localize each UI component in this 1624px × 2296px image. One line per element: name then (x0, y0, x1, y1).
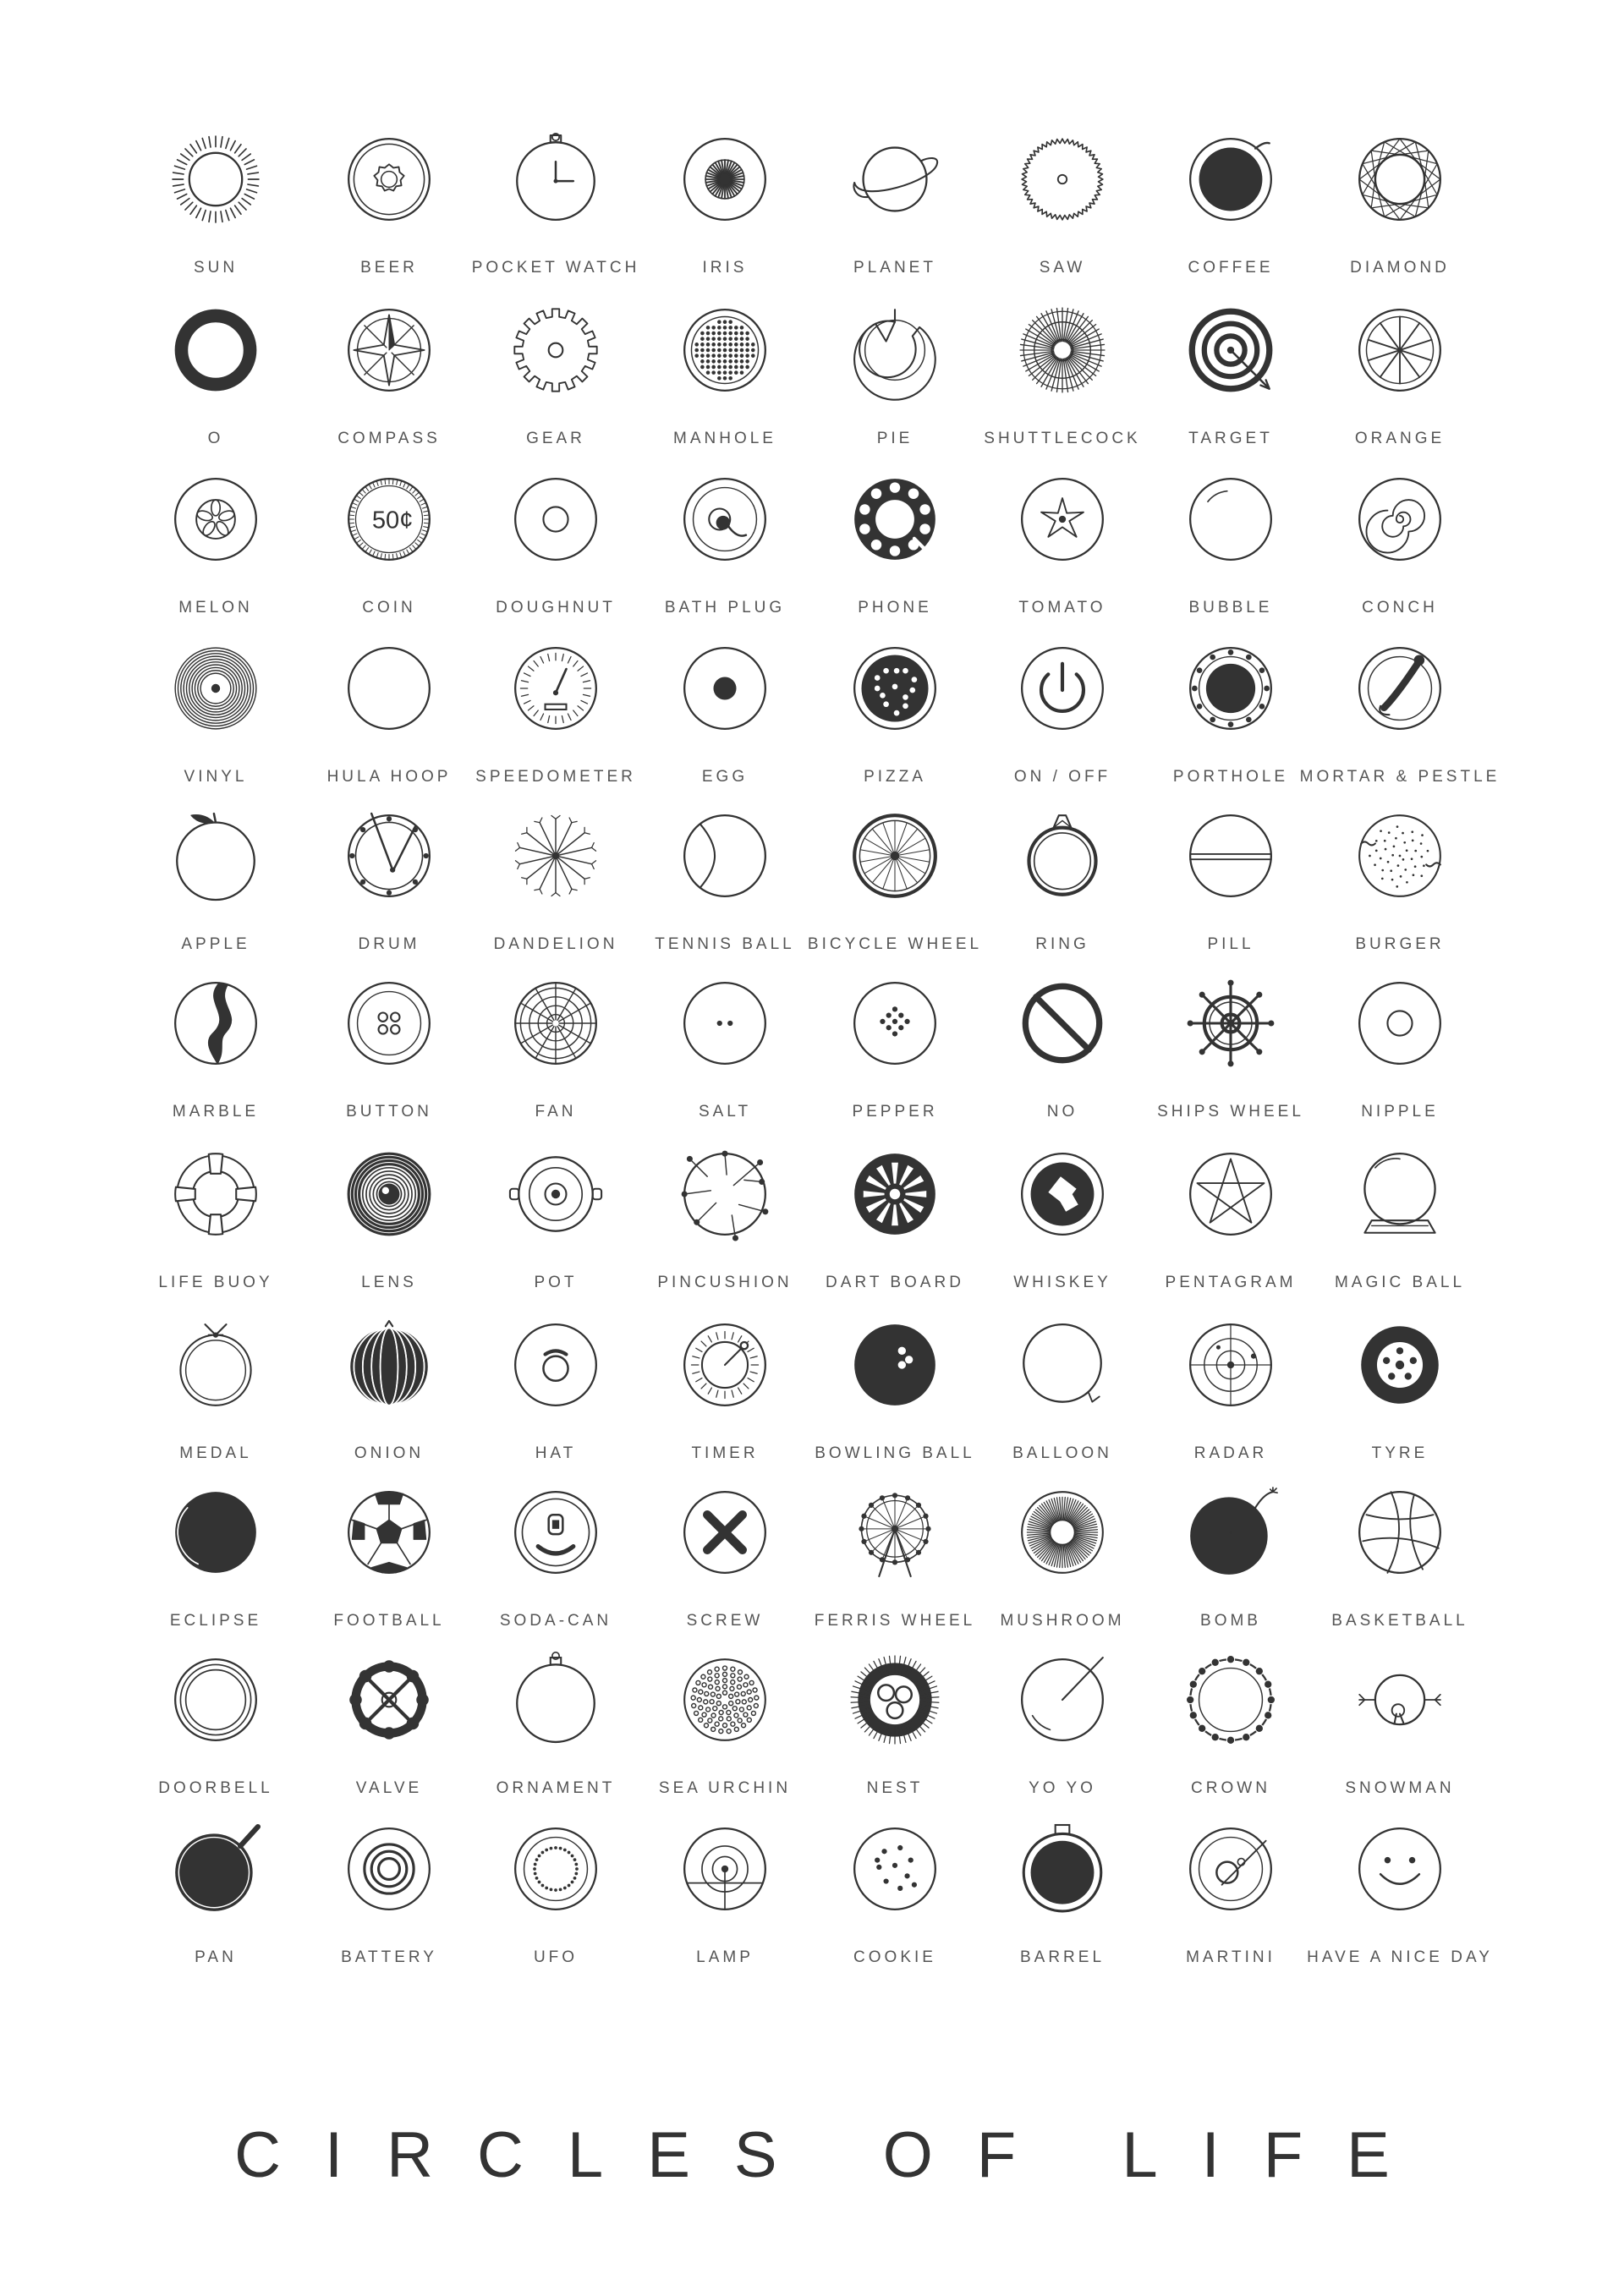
bowling-ball-icon (851, 1321, 939, 1409)
icon-label: HULA HOOP (326, 768, 452, 786)
sun-icon (172, 135, 260, 223)
icon-label: BUBBLE (1188, 599, 1273, 616)
conch-icon (1356, 475, 1444, 563)
icon-cell-melon (131, 475, 300, 648)
icon-cell-mushroom (978, 1488, 1147, 1661)
pincushion-icon (681, 1150, 769, 1238)
icon-label: TYRE (1371, 1444, 1429, 1462)
icon-cell-balloon (978, 1321, 1147, 1493)
hat-icon (512, 1321, 600, 1409)
icon-cell-target (1146, 306, 1315, 479)
salt-icon (681, 979, 769, 1067)
icon-label: DRUM (358, 935, 420, 953)
smiley-icon (1356, 1825, 1444, 1913)
icon-label: SALT (698, 1103, 752, 1121)
icon-label: POCKET WATCH (471, 259, 640, 277)
cookie-icon (851, 1825, 939, 1913)
crown-icon (1187, 1656, 1275, 1744)
icon-cell-lamp (640, 1825, 809, 1997)
mortar-pestle-icon (1356, 644, 1444, 732)
valve-icon (345, 1656, 433, 1744)
icon-label: COIN (362, 599, 416, 616)
o-icon (172, 306, 260, 394)
nipple-icon (1356, 979, 1444, 1067)
tomato-icon (1018, 475, 1106, 563)
icon-cell-apple (131, 812, 300, 984)
icon-cell-manhole (640, 306, 809, 479)
icon-label: TARGET (1188, 430, 1273, 447)
icon-cell-salt (640, 979, 809, 1152)
ufo-icon (512, 1825, 600, 1913)
icon-label: BATTERY (341, 1948, 437, 1966)
pot-icon (512, 1150, 600, 1238)
icon-label: IRIS (702, 259, 748, 277)
icon-label: TOMATO (1018, 599, 1106, 616)
hula-hoop-icon (345, 644, 433, 732)
icon-label: HAVE A NICE DAY (1307, 1948, 1493, 1966)
icon-cell-egg (640, 644, 809, 817)
icon-cell-onion (304, 1321, 474, 1493)
icon-cell-coin (304, 475, 474, 648)
icon-label: TIMER (691, 1444, 759, 1462)
icon-cell-ufo (471, 1825, 640, 1997)
icon-cell-pan (131, 1825, 300, 1997)
icon-cell-smiley (1307, 1825, 1493, 1997)
icon-label: O (207, 430, 224, 447)
pepper-icon (851, 979, 939, 1067)
icon-cell-snowman (1315, 1656, 1484, 1828)
icon-label: ORANGE (1354, 430, 1446, 447)
icon-label: NIPPLE (1361, 1103, 1439, 1121)
icon-label: LIFE BUOY (158, 1274, 273, 1291)
doorbell-icon (172, 1656, 260, 1744)
icon-cell-saw (978, 135, 1147, 308)
fan-icon (512, 979, 600, 1067)
icon-cell-tyre (1315, 1321, 1484, 1493)
target-icon (1187, 306, 1275, 394)
icon-cell-beer (304, 135, 474, 308)
icon-cell-bubble (1146, 475, 1315, 648)
icon-label: MARTINI (1186, 1948, 1276, 1966)
icon-cell-o (131, 306, 300, 479)
icon-label: BATH PLUG (664, 599, 786, 616)
icon-label: COOKIE (853, 1948, 936, 1966)
ships-wheel-icon (1187, 979, 1275, 1067)
icon-cell-sun (131, 135, 300, 308)
screw-icon (681, 1488, 769, 1576)
icon-label: TENNIS BALL (655, 935, 795, 953)
icon-cell-ferris-wheel (810, 1488, 979, 1661)
icon-cell-speedometer (471, 644, 640, 817)
football-icon (345, 1488, 433, 1576)
icon-cell-medal (131, 1321, 300, 1493)
pizza-icon (851, 644, 939, 732)
onion-icon (345, 1321, 433, 1409)
icon-cell-marble (131, 979, 300, 1152)
bubble-icon (1187, 475, 1275, 563)
icon-cell-nest (810, 1656, 979, 1828)
planet-icon (851, 135, 939, 223)
icon-cell-barrel (978, 1825, 1147, 1997)
balloon-icon (1018, 1321, 1106, 1409)
icon-cell-pizza (810, 644, 979, 817)
icon-label: BOWLING BALL (815, 1444, 975, 1462)
icon-label: MORTAR & PESTLE (1299, 768, 1501, 786)
icon-label: BUTTON (346, 1103, 432, 1121)
diamond-icon (1356, 135, 1444, 223)
icon-cell-timer (640, 1321, 809, 1493)
icon-label: ONION (354, 1444, 425, 1462)
icon-label: PORTHOLE (1172, 768, 1289, 786)
icon-cell-football (304, 1488, 474, 1661)
icon-label: SCREW (686, 1612, 764, 1630)
medal-icon (172, 1321, 260, 1409)
saw-icon (1018, 135, 1106, 223)
doughnut-icon (512, 475, 600, 563)
icon-cell-coffee (1146, 135, 1315, 308)
icon-label: MEDAL (179, 1444, 252, 1462)
phone-icon (851, 475, 939, 563)
icon-label: YO YO (1029, 1779, 1096, 1797)
icon-cell-screw (640, 1488, 809, 1661)
icon-label: DOORBELL (158, 1779, 273, 1797)
icon-label: PINCUSHION (657, 1274, 793, 1291)
yo-yo-icon (1018, 1656, 1106, 1744)
egg-icon (681, 644, 769, 732)
icon-label: DART BOARD (826, 1274, 964, 1291)
icon-cell-no (978, 979, 1147, 1152)
icon-cell-cookie (810, 1825, 979, 1997)
soda-can-icon (512, 1488, 600, 1576)
icon-label: PIE (876, 430, 914, 447)
icon-cell-vinyl (131, 644, 300, 817)
icon-cell-pocket-watch (471, 135, 640, 308)
icon-cell-dandelion (471, 812, 640, 984)
icon-label: BOMB (1200, 1612, 1261, 1630)
eclipse-icon (172, 1488, 260, 1576)
mushroom-icon (1018, 1488, 1106, 1576)
icon-label: DIAMOND (1350, 259, 1450, 277)
icon-cell-eclipse (131, 1488, 300, 1661)
icon-label: SAW (1039, 259, 1086, 277)
power-icon (1018, 644, 1106, 732)
icon-cell-bicycle-wheel (807, 812, 983, 984)
icon-label: MELON (178, 599, 253, 616)
icon-label: SEA URCHIN (658, 1779, 792, 1797)
icon-cell-iris (640, 135, 809, 308)
timer-icon (681, 1321, 769, 1409)
icon-label: PIZZA (864, 768, 926, 786)
radar-icon (1187, 1321, 1275, 1409)
icon-label: CROWN (1191, 1779, 1270, 1797)
icon-cell-ornament (471, 1656, 640, 1828)
icon-cell-pincushion (640, 1150, 809, 1323)
icon-label: SNOWMAN (1345, 1779, 1455, 1797)
lamp-icon (681, 1825, 769, 1913)
icon-label: SHUTTLECOCK (984, 430, 1141, 447)
icon-cell-battery (304, 1825, 474, 1997)
icon-label: APPLE (181, 935, 250, 953)
icon-label: FAN (535, 1103, 577, 1121)
apple-icon (172, 812, 260, 900)
icon-label: ORNAMENT (496, 1779, 616, 1797)
bath-plug-icon (681, 475, 769, 563)
gear-icon (512, 306, 600, 394)
icon-label: LENS (361, 1274, 417, 1291)
no-icon (1018, 979, 1106, 1067)
ferris-wheel-icon (851, 1488, 939, 1576)
icon-cell-diamond (1315, 135, 1484, 308)
icon-label: GEAR (526, 430, 585, 447)
snowman-icon (1356, 1656, 1444, 1744)
icon-cell-nipple (1315, 979, 1484, 1152)
icon-label: BURGER (1355, 935, 1445, 953)
orange-icon (1356, 306, 1444, 394)
bicycle-wheel-icon (851, 812, 939, 900)
icon-label: VINYL (184, 768, 248, 786)
icon-cell-gear (471, 306, 640, 479)
icon-label: EGG (701, 768, 749, 786)
icon-cell-basketball (1315, 1488, 1484, 1661)
icon-cell-tennis-ball (640, 812, 809, 984)
icon-cell-hula-hoop (304, 644, 474, 817)
icon-label: DOUGHNUT (496, 599, 616, 616)
icon-label: LAMP (696, 1948, 754, 1966)
dart-board-icon (851, 1150, 939, 1238)
icon-label: DANDELION (493, 935, 618, 953)
pan-icon (172, 1825, 260, 1913)
icon-cell-conch (1315, 475, 1484, 648)
icon-label: BICYCLE WHEEL (807, 935, 983, 953)
icon-label: FERRIS WHEEL (814, 1612, 976, 1630)
porthole-icon (1187, 644, 1275, 732)
button-icon (345, 979, 433, 1067)
coffee-icon (1187, 135, 1275, 223)
life-buoy-icon (172, 1150, 260, 1238)
pentagram-icon (1187, 1150, 1275, 1238)
icon-cell-drum (304, 812, 474, 984)
icon-label: PLANET (853, 259, 936, 277)
icon-cell-button (304, 979, 474, 1152)
icon-cell-pill (1146, 812, 1315, 984)
icon-cell-sea-urchin (640, 1656, 809, 1828)
icon-label: BALLOON (1012, 1444, 1112, 1462)
melon-icon (172, 475, 260, 563)
icon-cell-doughnut (471, 475, 640, 648)
poster-title: CIRCLES OF LIFE (234, 2119, 1434, 2191)
pill-icon (1187, 812, 1275, 900)
icon-label: WHISKEY (1013, 1274, 1111, 1291)
icon-label: MARBLE (172, 1103, 260, 1121)
manhole-icon (681, 306, 769, 394)
icon-cell-yo-yo (978, 1656, 1147, 1828)
icon-cell-tomato (978, 475, 1147, 648)
icon-label: NEST (866, 1779, 924, 1797)
iris-icon (681, 135, 769, 223)
icon-cell-power (978, 644, 1147, 817)
speedometer-icon (512, 644, 600, 732)
marble-icon (172, 979, 260, 1067)
icon-label: COMPASS (337, 430, 441, 447)
pie-icon (851, 306, 939, 394)
icon-cell-dart-board (810, 1150, 979, 1323)
icon-cell-ships-wheel (1146, 979, 1315, 1152)
svg-text:50¢: 50¢ (371, 507, 414, 534)
icon-cell-doorbell (131, 1656, 300, 1828)
coin-icon (345, 475, 433, 563)
icon-label: RADAR (1193, 1444, 1268, 1462)
icon-label: COFFEE (1188, 259, 1274, 277)
icon-cell-martini (1146, 1825, 1315, 1997)
lens-icon (345, 1150, 433, 1238)
icon-label: MANHOLE (673, 430, 776, 447)
icon-label: HAT (535, 1444, 577, 1462)
icon-cell-porthole (1146, 644, 1315, 817)
icon-cell-planet (810, 135, 979, 308)
icon-label: BARREL (1019, 1948, 1106, 1966)
icon-cell-bomb (1146, 1488, 1315, 1661)
icon-label: SHIPS WHEEL (1157, 1103, 1304, 1121)
icon-cell-orange (1315, 306, 1484, 479)
martini-icon (1187, 1825, 1275, 1913)
magic-ball-icon (1356, 1150, 1444, 1238)
nest-icon (851, 1656, 939, 1744)
icon-label: NO (1046, 1103, 1078, 1121)
icon-label: SODA-CAN (499, 1612, 612, 1630)
barrel-icon (1018, 1825, 1106, 1913)
icon-cell-pepper (810, 979, 979, 1152)
icon-cell-whiskey (978, 1150, 1147, 1323)
icon-label: PAN (195, 1948, 237, 1966)
icon-cell-radar (1146, 1321, 1315, 1493)
icon-label: ON / OFF (1013, 768, 1111, 786)
icon-cell-phone (810, 475, 979, 648)
icon-cell-bath-plug (640, 475, 809, 648)
icon-cell-bowling-ball (810, 1321, 979, 1493)
icon-label: SPEEDOMETER (475, 768, 636, 786)
icon-label: PEPPER (852, 1103, 938, 1121)
battery-icon (345, 1825, 433, 1913)
icon-label: FOOTBALL (333, 1612, 445, 1630)
icon-cell-pentagram (1146, 1150, 1315, 1323)
icon-label: RING (1035, 935, 1089, 953)
icon-cell-life-buoy (131, 1150, 300, 1323)
icon-cell-mortar-pestle (1299, 644, 1501, 817)
icon-label: MAGIC BALL (1334, 1274, 1466, 1291)
icon-label: CONCH (1362, 599, 1438, 616)
icon-label: PENTAGRAM (1165, 1274, 1297, 1291)
bomb-icon (1187, 1488, 1275, 1576)
icon-label: PILL (1207, 935, 1254, 953)
icon-cell-crown (1146, 1656, 1315, 1828)
sea-urchin-icon (681, 1656, 769, 1744)
icon-cell-fan (471, 979, 640, 1152)
vinyl-icon (172, 644, 260, 732)
shuttlecock-icon (1018, 306, 1106, 394)
icon-label: VALVE (355, 1779, 423, 1797)
icon-cell-pie (810, 306, 979, 479)
ring-icon (1018, 812, 1106, 900)
pocket-watch-icon (512, 135, 600, 223)
compass-icon (345, 306, 433, 394)
icon-label: ECLIPSE (169, 1612, 262, 1630)
icon-cell-valve (304, 1656, 474, 1828)
basketball-icon (1356, 1488, 1444, 1576)
beer-icon (345, 135, 433, 223)
icon-cell-shuttlecock (978, 306, 1147, 479)
whiskey-icon (1018, 1150, 1106, 1238)
icon-cell-ring (978, 812, 1147, 984)
icon-cell-lens (304, 1150, 474, 1323)
icon-label: MUSHROOM (1000, 1612, 1125, 1630)
icon-label: UFO (533, 1948, 579, 1966)
icon-cell-magic-ball (1315, 1150, 1484, 1323)
icon-label: SUN (193, 259, 239, 277)
icon-label: BASKETBALL (1331, 1612, 1468, 1630)
icon-cell-hat (471, 1321, 640, 1493)
ornament-icon (512, 1656, 600, 1744)
tennis-ball-icon (681, 812, 769, 900)
icon-cell-compass (304, 306, 474, 479)
burger-icon (1356, 812, 1444, 900)
icon-cell-burger (1315, 812, 1484, 984)
icon-cell-soda-can (471, 1488, 640, 1661)
icon-cell-pot (471, 1150, 640, 1323)
tyre-icon (1356, 1321, 1444, 1409)
icon-label: BEER (360, 259, 418, 277)
icon-label: PHONE (858, 599, 932, 616)
icon-label: POT (534, 1274, 578, 1291)
dandelion-icon (512, 812, 600, 900)
drum-icon (345, 812, 433, 900)
